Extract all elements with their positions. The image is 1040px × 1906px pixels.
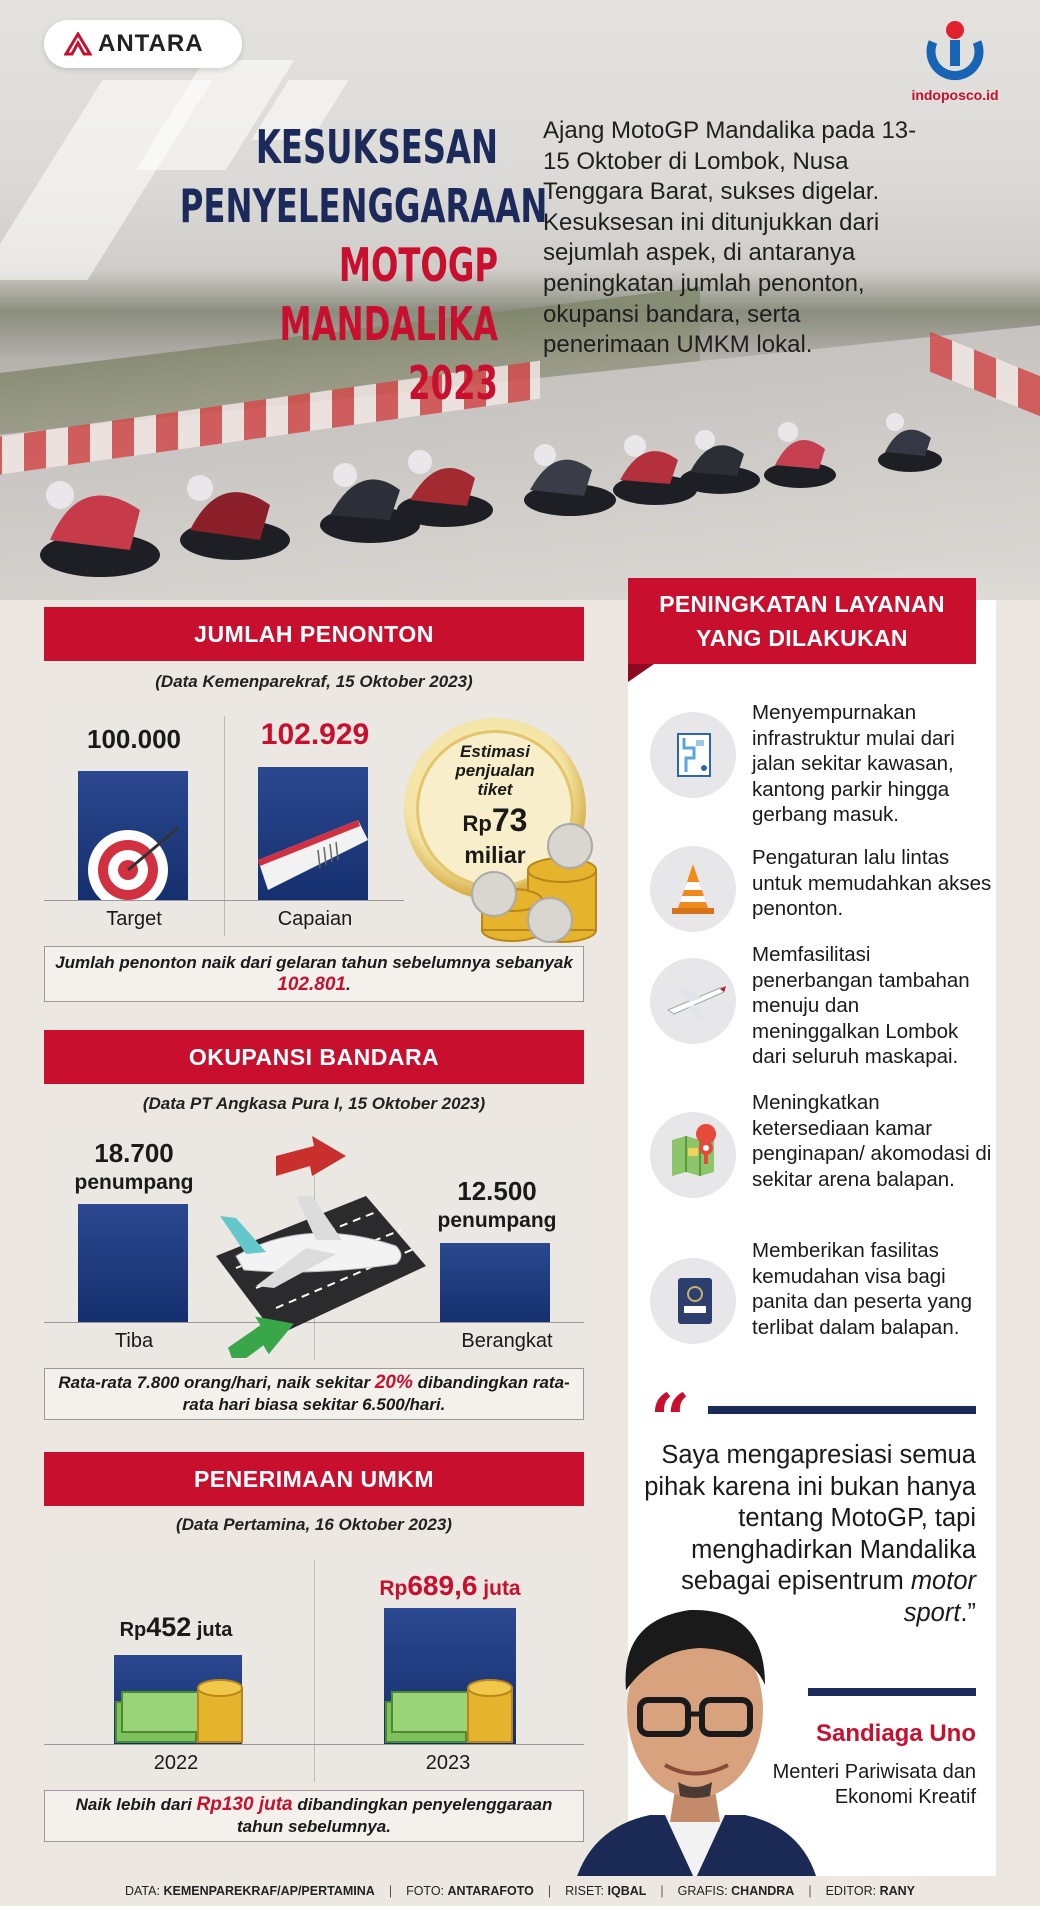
ticket-sales-currency: Rp bbox=[462, 811, 492, 836]
umkm-2022-amount: 452 bbox=[146, 1612, 192, 1642]
indopos-logo bbox=[905, 18, 1005, 103]
capaian-value: 102.929 bbox=[260, 718, 370, 751]
target-bar bbox=[78, 771, 188, 900]
umkm-2022-unit: juta bbox=[196, 1619, 233, 1641]
tiba-value bbox=[56, 1138, 212, 1198]
airplane-icon bbox=[650, 958, 736, 1044]
penonton-note-text: Jumlah penonton naik dari gelaran tahun sebelumnya sebanyak bbox=[55, 953, 573, 972]
penonton-divider bbox=[224, 716, 225, 936]
penonton-baseline bbox=[44, 900, 404, 901]
speaker-portrait bbox=[560, 1560, 830, 1906]
traffic-cone-icon bbox=[650, 846, 736, 932]
bandara-note-value: 20% bbox=[374, 1372, 413, 1393]
umkm-2022-currency: Rp bbox=[119, 1619, 147, 1641]
tiba-bar bbox=[78, 1204, 188, 1322]
capaian-label: Capaian bbox=[277, 908, 353, 930]
bandara-note-text: Rata-rata 7.800 orang/hari, naik sekitar bbox=[58, 1373, 375, 1392]
umkm-note bbox=[44, 1790, 584, 1842]
penonton-note-value: 102.801 bbox=[277, 974, 346, 995]
tiba-value-unit: penumpang bbox=[74, 1171, 194, 1194]
penonton-note bbox=[44, 946, 584, 1002]
bandara-heading: OKUPANSI BANDARA bbox=[44, 1030, 584, 1084]
penonton-note-end: . bbox=[345, 975, 351, 994]
umkm-2023-currency: Rp bbox=[379, 1577, 408, 1600]
target-value: 100.000 bbox=[87, 724, 181, 754]
title-line-4: 2023 bbox=[408, 356, 498, 410]
speaker-role: Menteri Pariwisata dan Ekonomi Kreatif bbox=[772, 1761, 976, 1808]
credit-data-label: DATA: bbox=[125, 1884, 160, 1898]
quote-rule-top bbox=[708, 1406, 976, 1414]
credit-riset-label: RISET: bbox=[565, 1884, 605, 1898]
map-layout-icon bbox=[650, 712, 736, 798]
bandara-note bbox=[44, 1368, 584, 1420]
quote-mark-icon: “ bbox=[650, 1378, 691, 1461]
title-line-1: KESUKSESAN bbox=[255, 120, 498, 174]
credit-foto bbox=[406, 1884, 534, 1898]
bandara-source: (Data PT Angkasa Pura I, 15 Oktober 2023) bbox=[142, 1094, 486, 1113]
target-label: Target bbox=[106, 908, 162, 930]
ticket-sales-amount: 73 bbox=[491, 802, 528, 838]
credit-data bbox=[125, 1884, 375, 1898]
umkm-2023-unit: juta bbox=[483, 1577, 521, 1600]
passport-icon bbox=[650, 1258, 736, 1344]
service-text-2: Pengaturan lalu lintas untuk memudahkan akses penonton. bbox=[752, 846, 992, 920]
map-pin-icon bbox=[650, 1112, 736, 1198]
money-stack-icon-2022 bbox=[112, 1662, 246, 1744]
ticket-sales-label-2: penjualan bbox=[455, 761, 535, 780]
credit-grafis bbox=[678, 1884, 795, 1898]
ticket-sales-label bbox=[404, 742, 586, 799]
speaker-name: Sandiaga Uno bbox=[815, 1720, 976, 1747]
berangkat-label: Berangkat bbox=[461, 1330, 553, 1352]
antara-logo bbox=[44, 20, 242, 68]
umkm-2023-amount: 689,6 bbox=[407, 1570, 478, 1601]
credit-foto-value: ANTARAFOTO bbox=[447, 1884, 534, 1898]
page-title bbox=[179, 118, 548, 413]
tiba-value-number: 18.700 bbox=[94, 1138, 174, 1168]
umkm-note-value: Rp130 juta bbox=[196, 1794, 293, 1815]
penonton-heading: JUMLAH PENONTON bbox=[44, 607, 584, 661]
antara-logo-text: ANTARA bbox=[98, 30, 204, 57]
service-text-5: Memberikan fasilitas kemudahan visa bagi panita dan peserta yang terlibat dalam balapan. bbox=[752, 1239, 972, 1339]
ticket-sales-label-3: tiket bbox=[477, 780, 513, 799]
credit-grafis-label: GRAFIS: bbox=[677, 1884, 728, 1898]
ticket-icon bbox=[258, 780, 368, 900]
services-heading-line-1: PENINGKATAN LAYANAN bbox=[659, 591, 945, 617]
umkm-2022-value bbox=[92, 1612, 260, 1643]
umkm-2022-label: 2022 bbox=[153, 1752, 199, 1774]
credit-editor bbox=[826, 1884, 915, 1898]
services-heading bbox=[628, 578, 976, 664]
berangkat-value bbox=[422, 1176, 572, 1236]
title-line-3: MOTOGP MANDALIKA bbox=[279, 238, 498, 351]
berangkat-value-unit: penumpang bbox=[437, 1209, 557, 1232]
indopos-mark-icon bbox=[923, 18, 987, 84]
umkm-source: (Data Pertamina, 16 Oktober 2023) bbox=[176, 1515, 452, 1534]
services-heading-tail bbox=[628, 664, 654, 682]
umkm-note-text: Naik lebih dari bbox=[75, 1795, 197, 1814]
credits-footer: DATA: KEMENPAREKRAF/AP/PERTAMINA | FOTO: ANTARAFOTO | RISET: IQBAL | GRAFIS: CHANDRA | EDITOR: RANY bbox=[0, 1876, 1040, 1906]
umkm-2023-label: 2023 bbox=[425, 1752, 471, 1774]
service-text-4: Meningkatkan ketersediaan kamar penginapan/ akomodasi di sekitar arena balapan. bbox=[752, 1091, 992, 1191]
quote-text-end: .” bbox=[960, 1598, 976, 1627]
credit-data-value: KEMENPAREKRAF/AP/PERTAMINA bbox=[163, 1884, 375, 1898]
quote-rule-bottom bbox=[808, 1688, 976, 1696]
bandara-note-end: dibandingkan rata-rata hari biasa sekitar 6.500/hari. bbox=[182, 1373, 570, 1414]
ticket-sales-label-1: Estimasi bbox=[460, 742, 530, 761]
title-line-2: PENYELENGGARAAN bbox=[179, 179, 548, 233]
quote-text-main: Saya mengapresiasi semua pihak karena ini bukan hanya tentang MotoGP, tapi menghadirkan Mandalika sebagai episentrum bbox=[644, 1441, 976, 1595]
umkm-2023-value bbox=[350, 1570, 550, 1602]
services-heading-line-2: YANG DILAKUKAN bbox=[696, 625, 908, 651]
credit-foto-label: FOTO: bbox=[406, 1884, 445, 1898]
ticket-sales-unit: miliar bbox=[464, 842, 526, 868]
intro-paragraph: Ajang MotoGP Mandalika pada 13-15 Oktober di Lombok, Nusa Tenggara Barat, sukses digelar. Kesuksesan ini ditunjukkan dari sejumlah aspek, di antaranya peningkatan jumlah penonton, okupansi bandara, serta penerimaan UMKM lokal. bbox=[543, 117, 917, 359]
tiba-label: Tiba bbox=[114, 1330, 154, 1352]
motogp-riders-illustration bbox=[0, 360, 1040, 600]
credit-riset-value: IQBAL bbox=[607, 1884, 647, 1898]
capaian-bar bbox=[258, 767, 368, 900]
money-stack-icon-2023 bbox=[382, 1662, 518, 1744]
quote-text-italic: motor sport bbox=[903, 1567, 976, 1627]
target-icon bbox=[78, 780, 188, 900]
indopos-logo-text: indoposco.id bbox=[911, 87, 999, 103]
airport-illustration bbox=[196, 1136, 436, 1358]
coin-stack-icon bbox=[452, 820, 612, 960]
umkm-note-end: dibandingkan penyelenggaraan tahun sebelumnya. bbox=[237, 1795, 553, 1836]
umkm-baseline bbox=[44, 1744, 584, 1745]
antara-mark-icon bbox=[64, 32, 92, 56]
umkm-heading: PENERIMAAN UMKM bbox=[44, 1452, 584, 1506]
service-text-1: Menyempurnakan infrastruktur mulai dari jalan sekitar kawasan, kantong parkir hingga gerbang masuk. bbox=[752, 701, 955, 826]
penonton-source: (Data Kemenparekraf, 15 Oktober 2023) bbox=[155, 672, 473, 691]
credit-editor-value: RANY bbox=[879, 1884, 915, 1898]
credit-grafis-value: CHANDRA bbox=[731, 1884, 795, 1898]
service-text-3: Memfasilitasi penerbangan tambahan menuju dan meninggalkan Lombok dari seluruh maskapai. bbox=[752, 943, 970, 1068]
berangkat-bar bbox=[440, 1243, 550, 1322]
credit-editor-label: EDITOR: bbox=[825, 1884, 877, 1898]
credit-riset bbox=[565, 1884, 646, 1898]
berangkat-value-number: 12.500 bbox=[457, 1176, 537, 1206]
umkm-divider bbox=[314, 1560, 315, 1782]
